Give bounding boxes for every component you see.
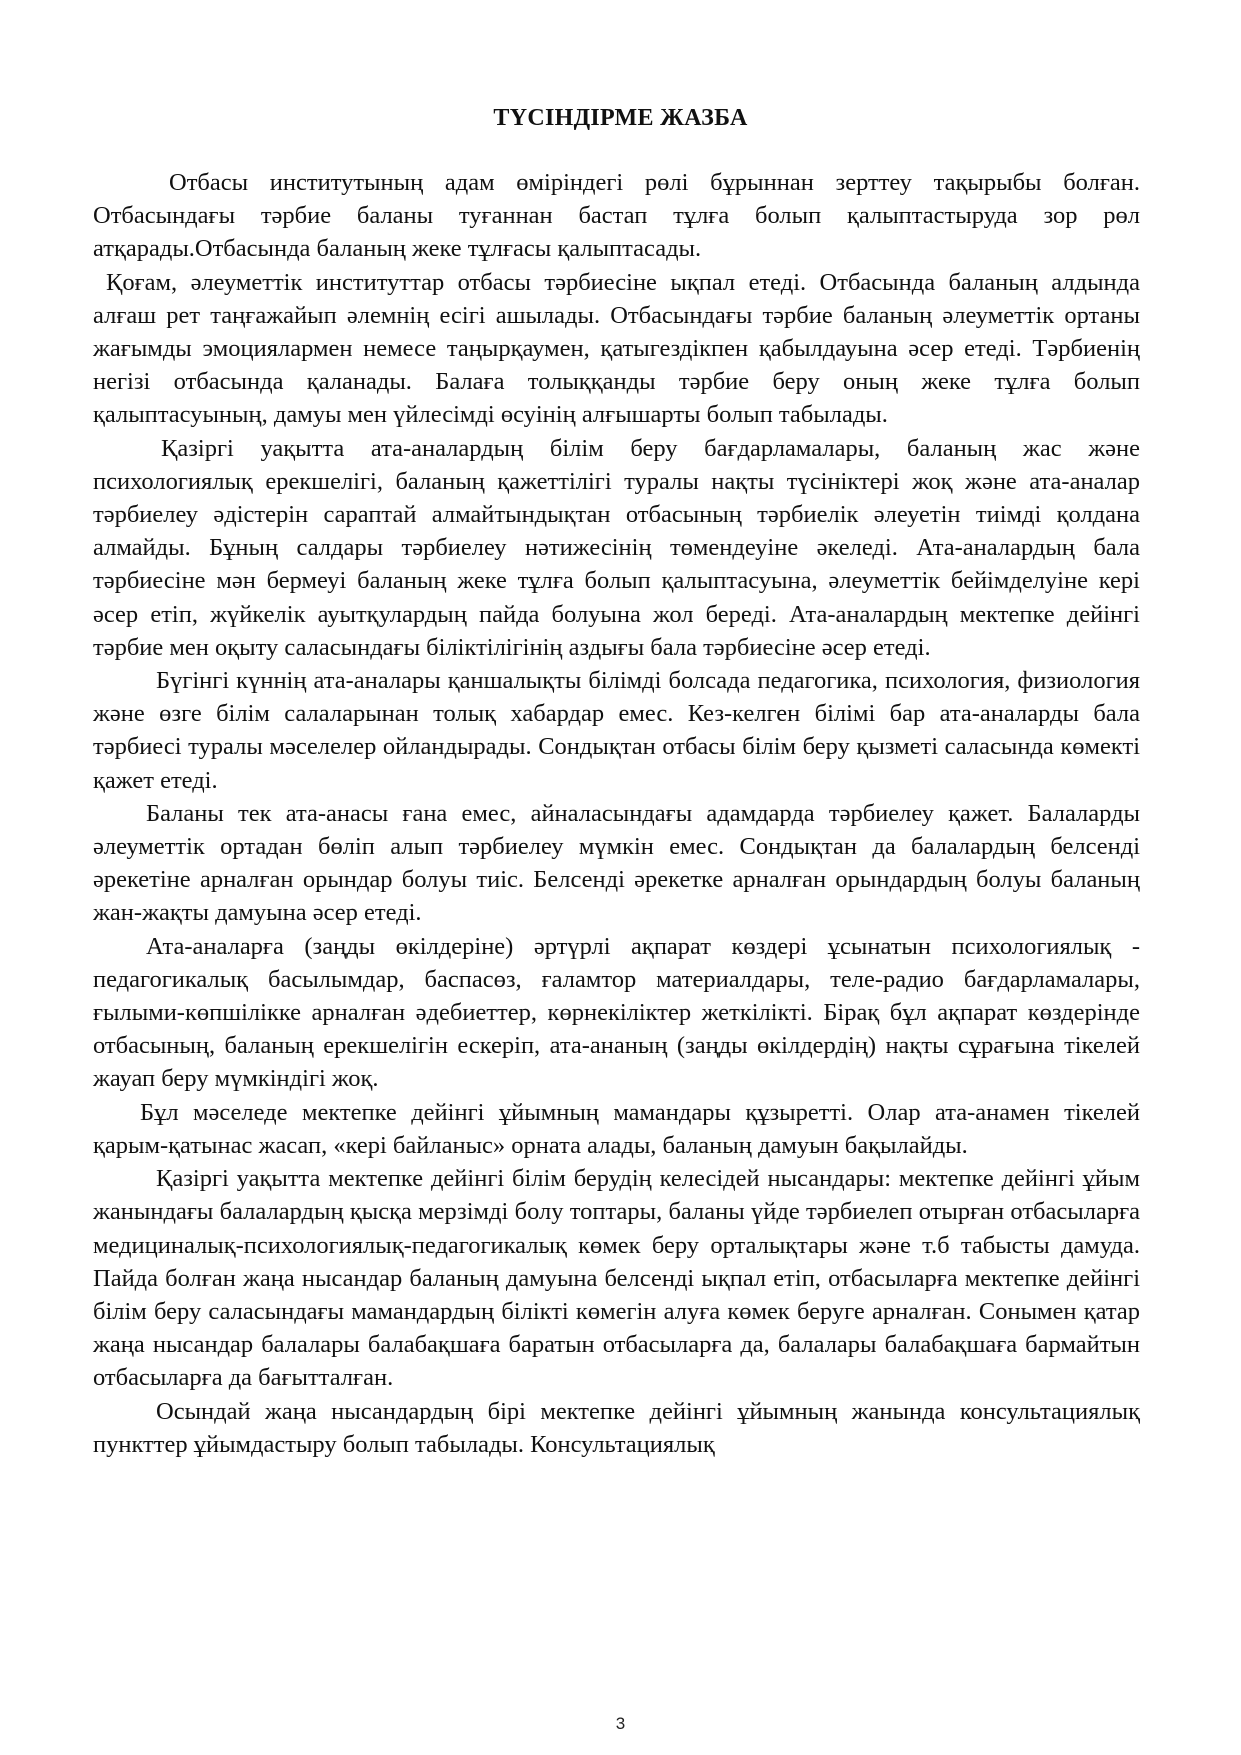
paragraph: Осындай жаңа нысандардың бірі мектепке дейінгі ұйымның жанында консультациялық пункттер ұйымдастыру болып табылады. Консультациялық (93, 1397, 1140, 1458)
document-body (93, 166, 1140, 1461)
paragraph: Бүгінгі күннің ата-аналары қаншалықты білімді болсада педагогика, психология, физиология және өзге білім салаларынан толық хабардар емес. Кез-келген білімі бар ата-аналарды бала тәрбиесі туралы мәселелер ойландырады. Сондықтан отбасы білім беру қызметі саласында көмекті қажет етеді. (93, 667, 1140, 794)
paragraph: Қоғам, әлеуметтік институттар отбасы тәрбиесіне ықпал етеді. Отбасында баланың алдында алғаш рет таңғажайып әлемнің есігі ашылады. Отбасындағы тәрбие баланың әлеуметтік ортаны жағымды эмоциялармен немесе таңырқаумен, қатыгездікпен қабылдауына әсер етеді. Тәрбиенің негізі отбасында қаланады. Балаға толыққанды тәрбие беру оның жеке тұлға болып қалыптасуының, дамуы мен үйлесімді өсуінің алғышарты болып табылады. (93, 268, 1140, 429)
paragraph: Баланы тек ата-анасы ғана емес, айналасындағы адамдарда тәрбиелеу қажет. Балаларды әлеуметтік ортадан бөліп алып тәрбиелеу мүмкін емес. Сондықтан да балалардың белсенді әрекетіне арналған орындар болуы тиіс. Белсенді әрекетке арналған орындардың болуы баланың жан-жақты дамуына әсер етеді. (93, 799, 1140, 927)
paragraph: Қазіргі уақытта мектепке дейінгі білім берудің келесідей нысандары: мектепке дейінгі ұйым жанындағы балалардың қысқа мерзімді болу топтары, баланы үйде тәрбиелеп отырған отбасыларға медициналық-психологиялық-педагогикалық көмек беру орталықтары және т.б табысты дамуда. Пайда болған жаңа нысандар баланың дамуына белсенді ықпал етіп, отбасыларға мектепке дейінгі білім беру саласындағы мамандардың білікті көмегін алуға көмек беруге арналған. Сонымен қатар жаңа нысандар балалары балабақшаға баратын отбасыларға да, балалары балабақшаға бармайтын отбасыларға да бағытталған. (93, 1165, 1140, 1392)
page-number: 3 (615, 1714, 626, 1733)
paragraph: Отбасы институтының адам өміріндегі рөлі бұрыннан зерттеу тақырыбы болған. Отбасындағы тәрбие баланы туғаннан бастап тұлға болып қалыптастыруда зор рөл атқарады.Отбасында баланың жеке тұлғасы қалыптасады. (93, 169, 1140, 263)
paragraph: Қазіргі уақытта ата-аналардың білім беру бағдарламалары, баланың жас және психологиялық ерекшелігі, баланың қажеттілігі туралы нақты түсініктері жоқ және ата-аналар тәрбиелеу әдістерін сараптай алмайтындықтан отбасының тәрбиелік әлеуетін тиімді қолдана алмайды. Бұның салдары тәрбиелеу нәтижесінің төмендеуіне әкеледі. Ата-аналардың бала тәрбиесіне мән бермеуі баланың жеке тұлға болып қалыптасуына, әлеуметтік бейімделуіне кері әсер етіп, жүйкелік ауытқулардың пайда болуына жол береді. Ата-аналардың мектепке дейінгі тәрбие мен оқыту саласындағы біліктілігінің аздығы бала тәрбиесіне әсер етеді. (93, 434, 1140, 661)
paragraph: Ата-аналарға (заңды өкілдеріне) әртүрлі ақпарат көздері ұсынатын психологиялық - педагогикалық басылымдар, баспасөз, ғаламтор материалдары, теле-радио бағдарламалары, ғылыми-көпшілікке арналған әдебиеттер, көрнекіліктер жеткілікті. Бірақ бұл ақпарат көздерінде отбасының, баланың ерекшелігін ескеріп, ата-ананың (заңды өкілдердің) нақты сұрағына тікелей жауап беру мүмкіндігі жоқ. (93, 932, 1140, 1093)
paragraph: Бұл мәселеде мектепке дейінгі ұйымның мамандары құзыретті. Олар ата-анамен тікелей қарым-қатынас жасап, «кері байланыс» орната алады, баланың дамуын бақылайды. (93, 1098, 1140, 1159)
document-title: ТҮСІНДІРМЕ ЖАЗБА (493, 105, 748, 131)
